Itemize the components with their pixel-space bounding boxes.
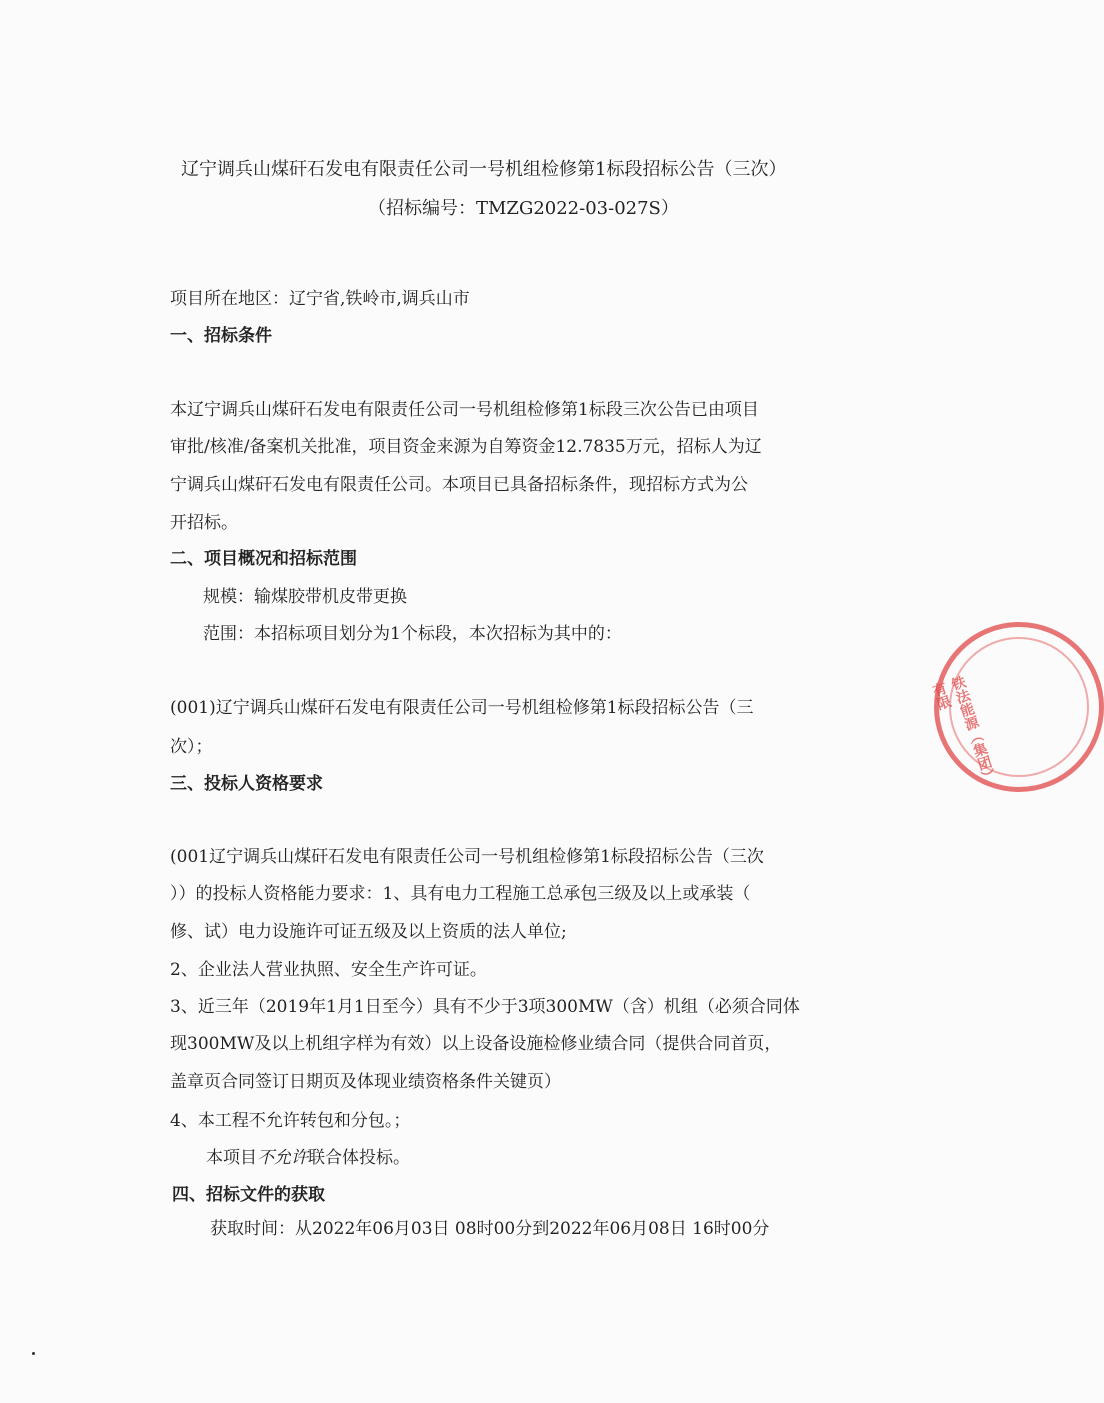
joint-bidding-suffix: 联合体投标。 bbox=[308, 1148, 410, 1168]
section-1-paragraph-line: 审批/核准/备案机关批准，项目资金来源为自筹资金12.7835万元，招标人为辽 bbox=[170, 437, 762, 457]
lot-item-line: 次）； bbox=[170, 737, 213, 757]
seal-text: 铁法能源（集团）有限 bbox=[928, 674, 996, 779]
section-1-paragraph-line: 本辽宁调兵山煤矸石发电有限责任公司一号机组检修第1标段三次公告已由项目 bbox=[170, 400, 759, 420]
qualification-line: 2、企业法人营业执照、安全生产许可证。 bbox=[170, 960, 487, 980]
joint-bidding-prefix: 本项目 bbox=[206, 1148, 257, 1168]
tender-number: （招标编号：TMZG2022-03-027S） bbox=[368, 198, 679, 219]
qualification-line: 修、试）电力设施许可证五级及以上资质的法人单位; bbox=[170, 922, 567, 942]
lot-item-line: (001)辽宁调兵山煤矸石发电有限责任公司一号机组检修第1标段招标公告（三 bbox=[170, 698, 754, 718]
section-2-heading: 二、项目概况和招标范围 bbox=[170, 549, 357, 569]
joint-bidding-emphasis: 不允许 bbox=[257, 1148, 308, 1168]
qualification-line: 盖章页合同签订日期页及体现业绩资格条件关键页） bbox=[170, 1072, 561, 1092]
qualification-line: 现300MW及以上机组字样为有效）以上设备设施检修业绩合同（提供合同首页， bbox=[170, 1034, 782, 1054]
project-range: 范围：本招标项目划分为1个标段，本次招标为其中的： bbox=[203, 624, 622, 644]
qualification-line: ））的投标人资格能力要求：1、具有电力工程施工总承包三级及以上或承装（ bbox=[170, 884, 751, 904]
qualification-line: 4、本工程不允许转包和分包。； bbox=[170, 1111, 411, 1131]
project-scale: 规模：输煤胶带机皮带更换 bbox=[203, 587, 407, 607]
scan-speck bbox=[32, 1352, 35, 1355]
document-title: 辽宁调兵山煤矸石发电有限责任公司一号机组检修第1标段招标公告（三次） bbox=[181, 159, 787, 180]
qualification-line: 3、近三年（2019年1月1日至今）具有不少于3项300MW（含）机组（必须合同体 bbox=[170, 997, 800, 1017]
joint-bidding-note bbox=[206, 1146, 410, 1170]
section-1-paragraph-line: 宁调兵山煤矸石发电有限责任公司。本项目已具备招标条件，现招标方式为公 bbox=[170, 475, 748, 495]
acquisition-time: 获取时间：从2022年06月03日 08时00分到2022年06月08日 16时00分 bbox=[210, 1219, 770, 1239]
section-1-heading: 一、招标条件 bbox=[170, 326, 272, 346]
section-1-paragraph-line: 开招标。 bbox=[170, 513, 238, 533]
company-seal bbox=[928, 622, 1104, 792]
qualification-line: (001辽宁调兵山煤矸石发电有限责任公司一号机组检修第1标段招标公告（三次 bbox=[170, 847, 764, 867]
project-location: 项目所在地区：辽宁省,铁岭市,调兵山市 bbox=[170, 289, 470, 309]
section-3-heading: 三、投标人资格要求 bbox=[170, 774, 323, 794]
section-4-heading: 四、招标文件的获取 bbox=[172, 1185, 325, 1205]
